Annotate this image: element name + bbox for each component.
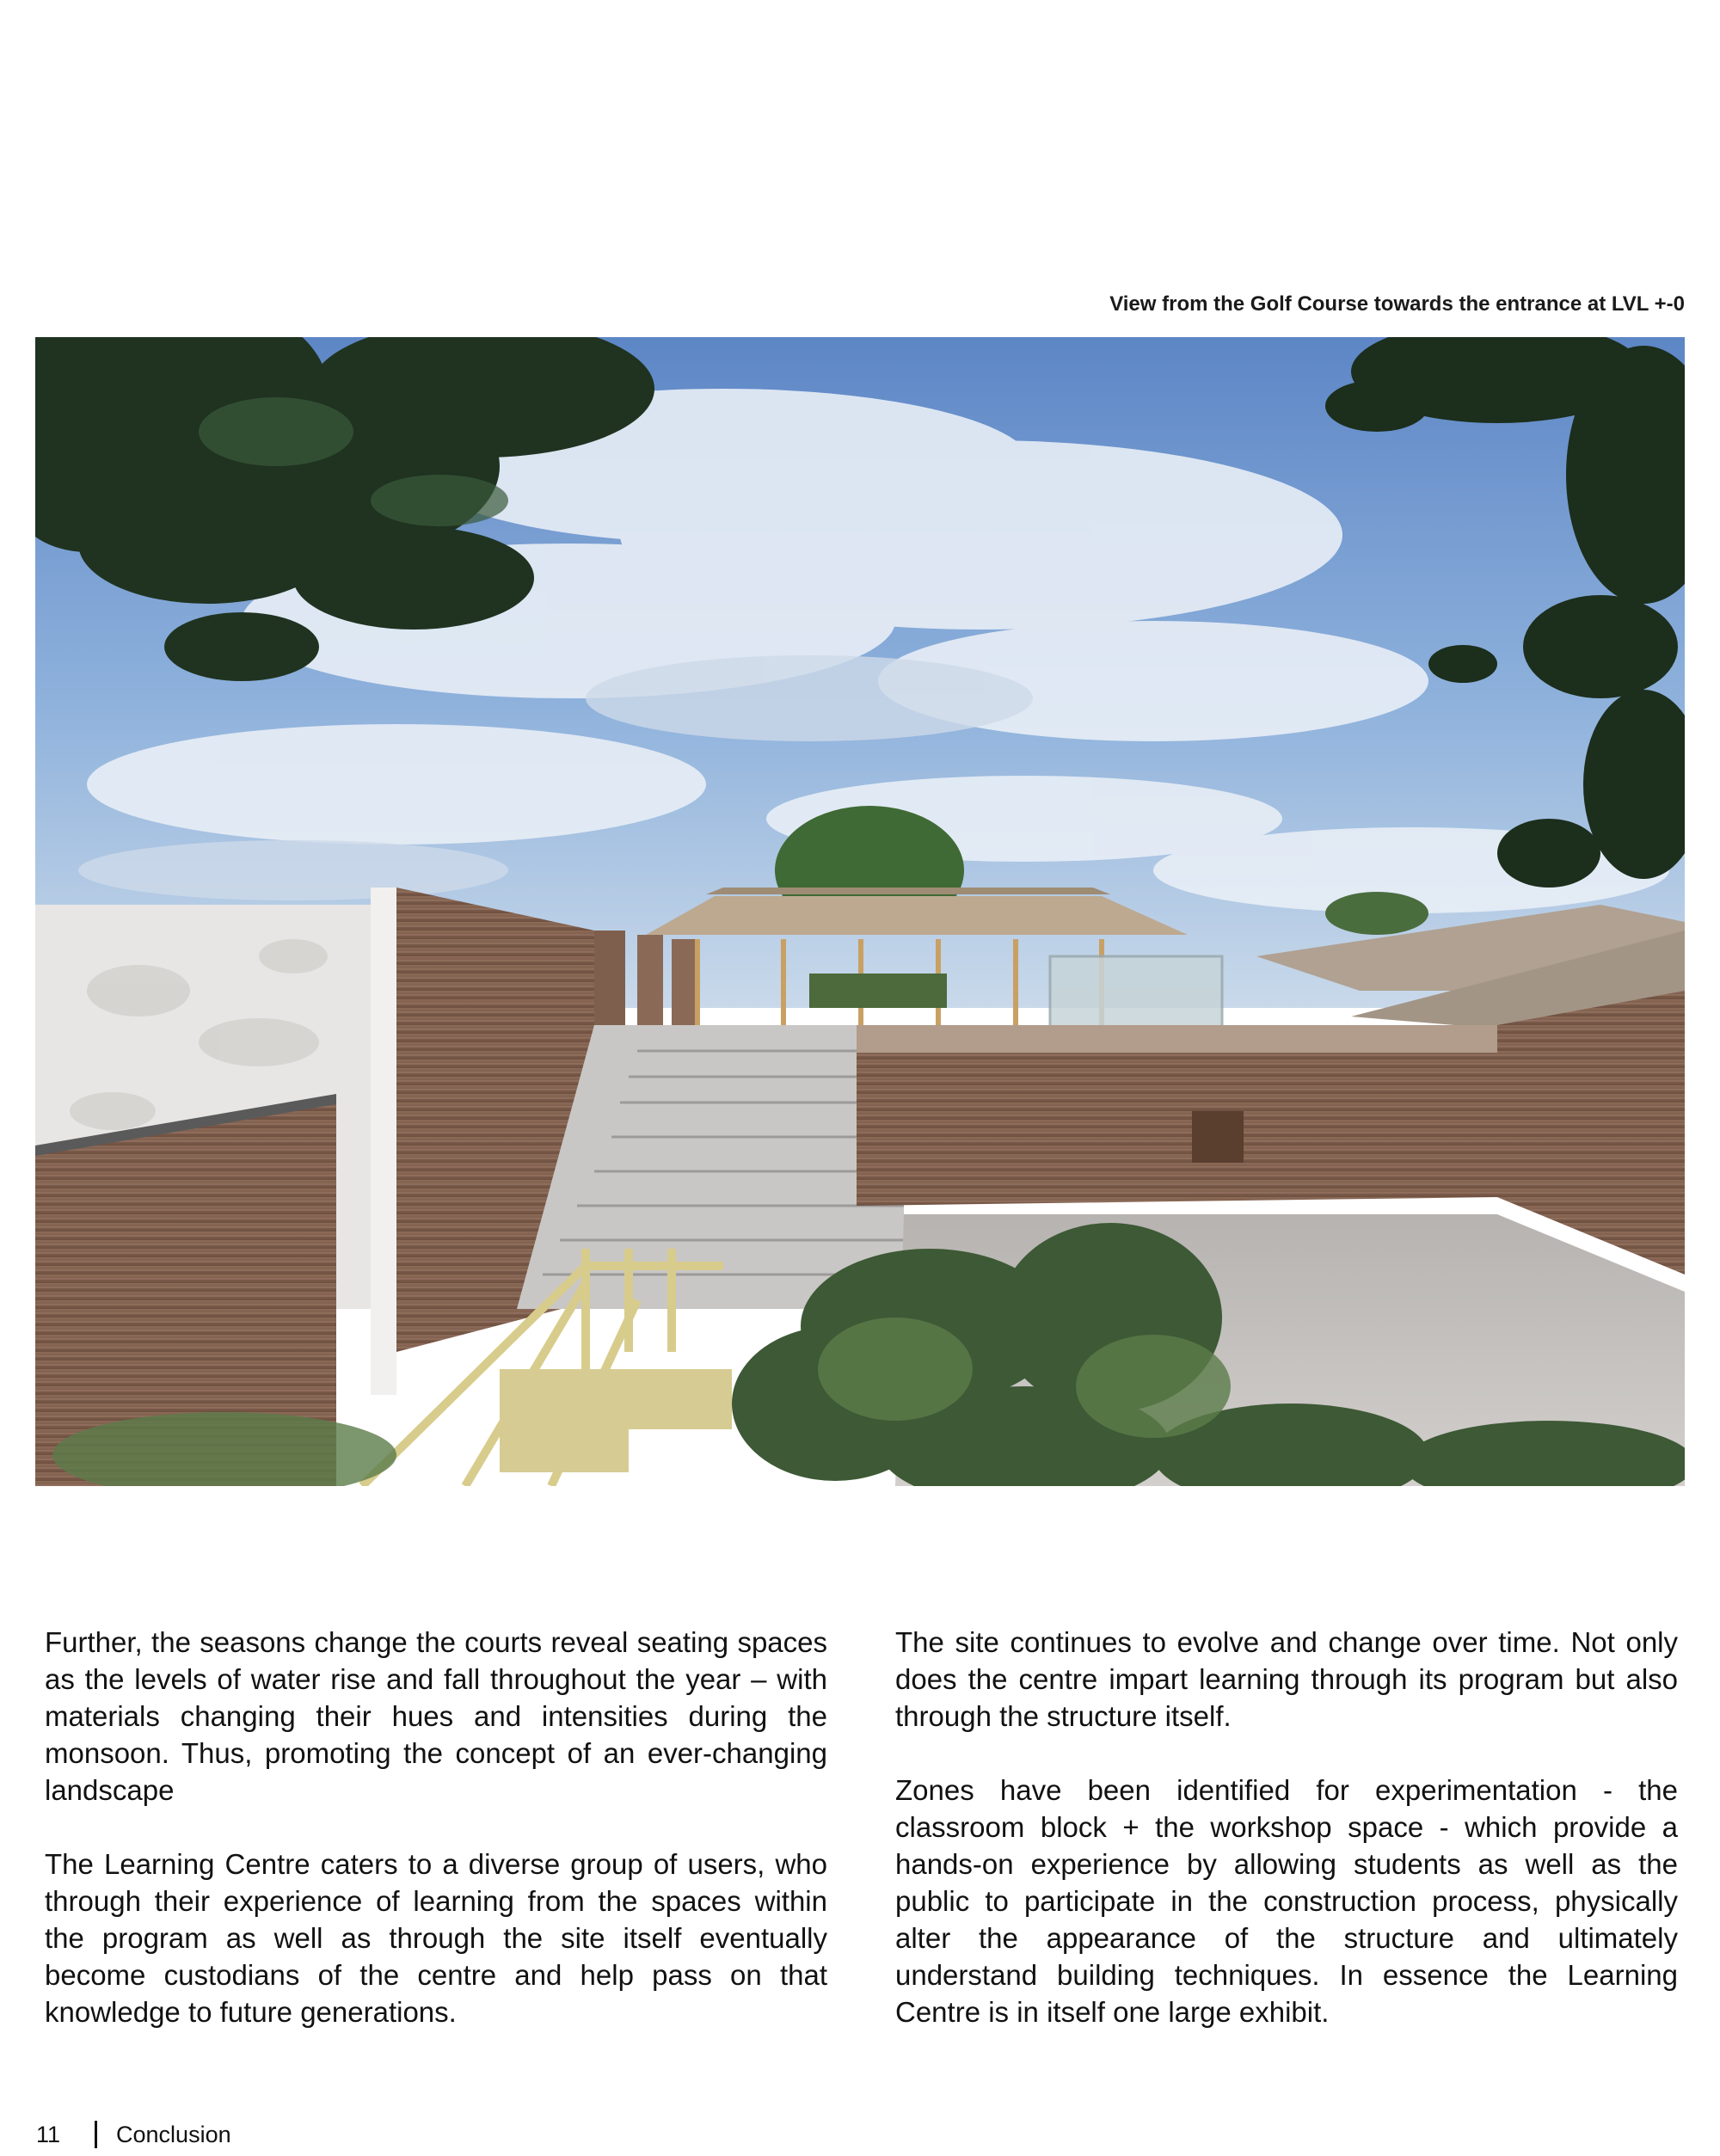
page-number: 11: [36, 2121, 61, 2147]
paragraph: Zones have been identified for experimentation - the classroom block + the workshop space - which provide a hands-on experience by allowing students as well as the public to participate in the construction process, physically alter the appearance of the structure and ultimately understand building techniques. In essence the Learning Centre is in itself one large exhibit.: [895, 1774, 1678, 2028]
paragraph: Further, the seasons change the courts reveal seating spaces as the levels of water rise and fall throughout the year – with materials changing their hues and intensities during the monsoon. Thus, promoting the concept of an ever-changing landscape: [45, 1626, 827, 1806]
page-footer: [36, 2121, 231, 2148]
figure-caption: View from the Golf Course towards the entrance at LVL +-0: [1109, 292, 1685, 316]
left-text-column: [45, 1624, 827, 2067]
right-text-column: [895, 1624, 1678, 2067]
paragraph: The site continues to evolve and change over time. Not only does the centre impart learning through its program but also through the structure itself.: [895, 1626, 1678, 1732]
architectural-rendering: [35, 337, 1685, 1486]
rendering-image: [35, 337, 1685, 1486]
paragraph: The Learning Centre caters to a diverse group of users, who through their experience of learning from the spaces within the program as well as through the site itself eventually become custodians of the centre and help pass on that knowledge to future generations.: [45, 1848, 827, 2028]
footer-divider: [95, 2121, 97, 2148]
section-title: Conclusion: [116, 2121, 231, 2147]
